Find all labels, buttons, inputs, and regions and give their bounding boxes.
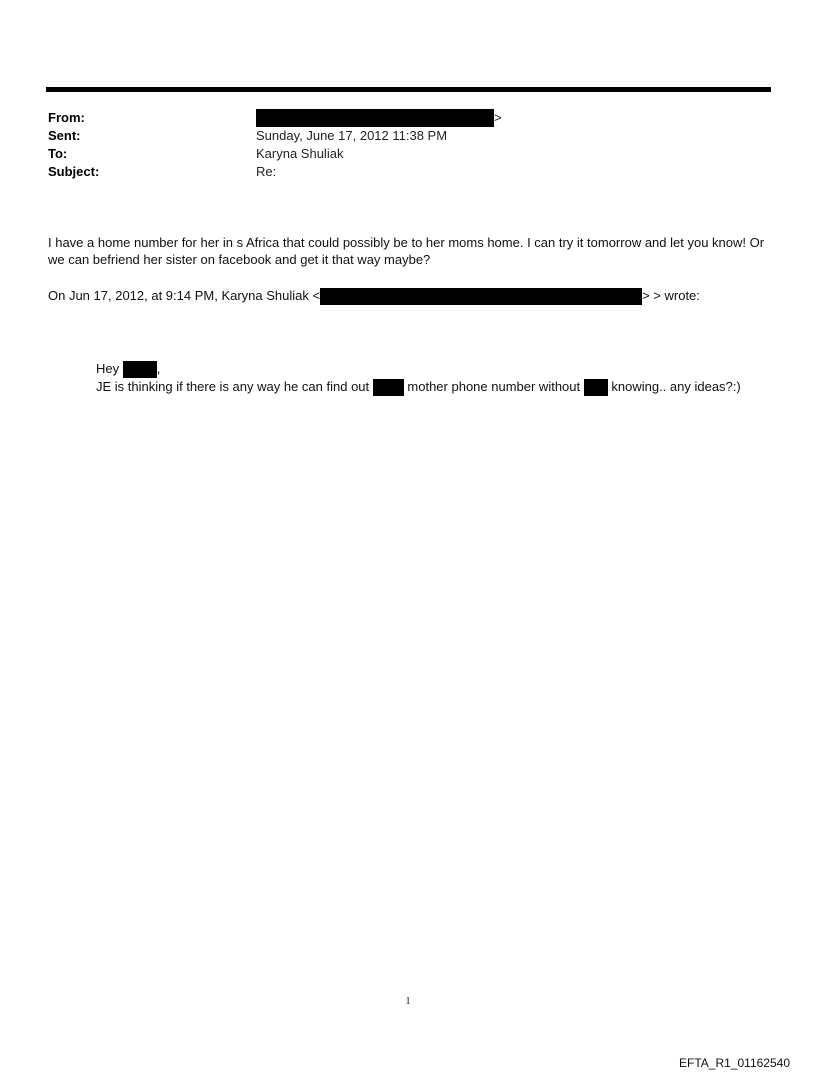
page-number: 1 [405,996,411,1007]
greeting-text: Hey [96,361,120,376]
subject-value: Re: [256,164,277,179]
to-value: Karyna Shuliak [256,146,344,161]
sent-value: Sunday, June 17, 2012 11:38 PM [256,128,448,143]
subject-label: Subject: [48,164,100,179]
sent-label: Sent: [48,128,81,143]
subject-row [48,163,768,181]
to-label: To: [48,146,68,161]
quoted-message [96,378,776,396]
header-rule [46,87,771,92]
redaction-block [584,379,608,396]
reply-suffix: > > wrote: [642,288,700,303]
quoted-part-1: JE is thinking if there is any way he can find out [96,379,370,394]
reply-prefix: On Jun 17, 2012, at 9:14 PM, Karyna Shuliak < [48,288,321,303]
sent-row [48,127,768,145]
from-label: From: [48,110,85,125]
from-suffix: > [494,110,502,125]
quoted-part-3: knowing.. any ideas?:) [611,379,741,394]
quoted-part-2: mother phone number without [407,379,581,394]
redaction-block [373,379,404,396]
from-row [48,109,768,127]
reply-attribution [48,287,768,305]
message-paragraph: I have a home number for her in s Africa that could possibly be to her moms home. I can try it tomorrow and let you know! Or we can befriend her sister on facebook and get it that way maybe? [48,235,765,267]
from-value [256,109,502,127]
to-row [48,145,768,163]
redaction-block [123,361,157,378]
document-id: EFTA_R1_01162540 [679,1056,790,1070]
redaction-block [320,288,642,305]
email-header [48,109,768,181]
greeting-punct: , [156,361,161,376]
redaction-block [256,109,494,127]
quoted-greeting [96,360,776,378]
